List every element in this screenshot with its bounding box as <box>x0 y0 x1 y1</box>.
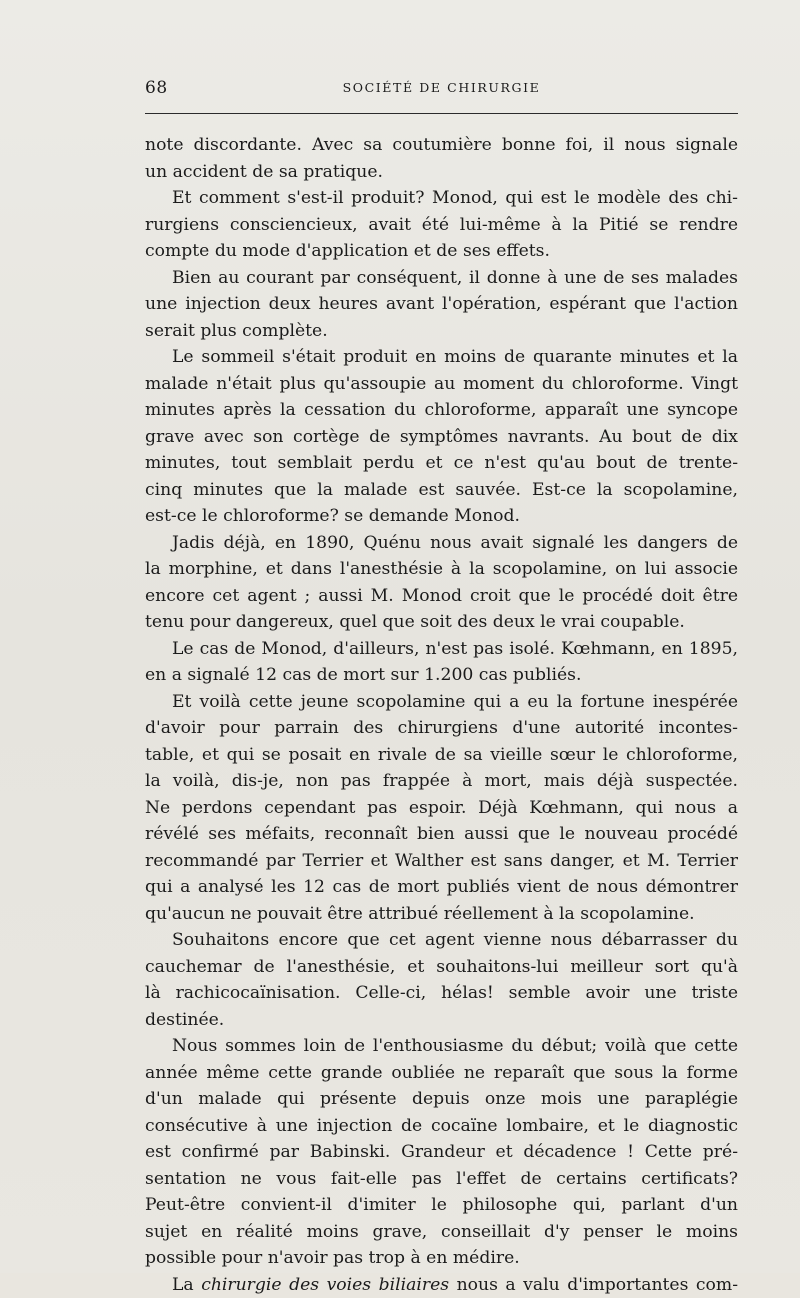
text-line: Bien au courant par conséquent, il donne à une de ses malades <box>145 265 738 292</box>
text-line: la voilà, dis-je, non pas frappée à mort, mais déjà suspectée. <box>145 768 738 795</box>
text-line: la morphine, et dans l'anesthésie à la scopolamine, on lui associe <box>145 556 738 583</box>
text-line: en a signalé 12 cas de mort sur 1.200 cas publiés. <box>145 662 738 689</box>
text-line: note discordante. Avec sa coutumière bonne foi, il nous signale <box>145 132 738 159</box>
text-line: Souhaitons encore que cet agent vienne nous débarrasser du <box>145 927 738 954</box>
text-line: un accident de sa pratique. <box>145 159 738 186</box>
text-line: cauchemar de l'anesthésie, et souhaitons-lui meilleur sort qu'à <box>145 954 738 981</box>
text-line: rurgiens consciencieux, avait été lui-même à la Pitié se rendre <box>145 212 738 239</box>
text-line: tenu pour dangereux, quel que soit des deux le vrai coupable. <box>145 609 738 636</box>
text-line: est-ce le chloroforme? se demande Monod. <box>145 503 738 530</box>
text-line: Nous sommes loin de l'enthousiasme du début; voilà que cette <box>145 1033 738 1060</box>
text-line: table, et qui se posait en rivale de sa vieille sœur le chloroforme, <box>145 742 738 769</box>
text-line: là rachicocaïnisation. Celle-ci, hélas! semble avoir une triste <box>145 980 738 1007</box>
text-line: qu'aucun ne pouvait être attribué réellement à la scopolamine. <box>145 901 738 928</box>
body-text <box>145 132 738 1298</box>
text-line: révélé ses méfaits, reconnaît bien aussi que le nouveau procédé <box>145 821 738 848</box>
text-line: qui a analysé les 12 cas de mort publiés vient de nous démontrer <box>145 874 738 901</box>
text-line: malade n'était plus qu'assoupie au moment du chloroforme. Vingt <box>145 371 738 398</box>
text-line: Le sommeil s'était produit en moins de quarante minutes et la <box>145 344 738 371</box>
text-line: destinée. <box>145 1007 738 1034</box>
final-line-end: nous a valu d'importantes com- <box>449 1275 738 1295</box>
text-line: possible pour n'avoir pas trop à en médire. <box>145 1245 738 1272</box>
text-line: consécutive à une injection de cocaïne lombaire, et le diagnostic <box>145 1113 738 1140</box>
final-line-start: La <box>172 1275 201 1295</box>
header-rule <box>145 113 738 114</box>
text-line: une injection deux heures avant l'opération, espérant que l'action <box>145 291 738 318</box>
text-line: année même cette grande oubliée ne reparaît que sous la forme <box>145 1060 738 1087</box>
page-header <box>145 78 738 100</box>
text-line: serait plus complète. <box>145 318 738 345</box>
text-line: Et voilà cette jeune scopolamine qui a eu la fortune inespérée <box>145 689 738 716</box>
text-line: encore cet agent ; aussi M. Monod croit que le procédé doit être <box>145 583 738 610</box>
text-line: recommandé par Terrier et Walther est sans danger, et M. Terrier <box>145 848 738 875</box>
text-line: d'un malade qui présente depuis onze mois une paraplégie <box>145 1086 738 1113</box>
text-line: sentation ne vous fait-elle pas l'effet de certains certificats? <box>145 1166 738 1193</box>
text-line <box>145 1272 738 1298</box>
page-number: 68 <box>145 78 168 98</box>
text-line: Et comment s'est-il produit? Monod, qui est le modèle des chi- <box>145 185 738 212</box>
text-line: grave avec son cortège de symptômes navrants. Au bout de dix <box>145 424 738 451</box>
italic-phrase: chirurgie des voies biliaires <box>201 1275 449 1295</box>
text-line: Peut-être convient-il d'imiter le philosophe qui, parlant d'un <box>145 1192 738 1219</box>
text-line: cinq minutes que la malade est sauvée. Est-ce la scopolamine, <box>145 477 738 504</box>
text-line: est confirmé par Babinski. Grandeur et décadence ! Cette pré- <box>145 1139 738 1166</box>
text-line: compte du mode d'application et de ses effets. <box>145 238 738 265</box>
text-line: minutes, tout semblait perdu et ce n'est qu'au bout de trente- <box>145 450 738 477</box>
text-line: Jadis déjà, en 1890, Quénu nous avait signalé les dangers de <box>145 530 738 557</box>
text-line: d'avoir pour parrain des chirurgiens d'une autorité incontes- <box>145 715 738 742</box>
text-line: Le cas de Monod, d'ailleurs, n'est pas isolé. Kœhmann, en 1895, <box>145 636 738 663</box>
running-title: SOCIÉTÉ DE CHIRURGIE <box>145 80 738 95</box>
text-line: minutes après la cessation du chloroforme, apparaît une syncope <box>145 397 738 424</box>
text-line: sujet en réalité moins grave, conseillait d'y penser le moins <box>145 1219 738 1246</box>
text-line: Ne perdons cependant pas espoir. Déjà Kœhmann, qui nous a <box>145 795 738 822</box>
